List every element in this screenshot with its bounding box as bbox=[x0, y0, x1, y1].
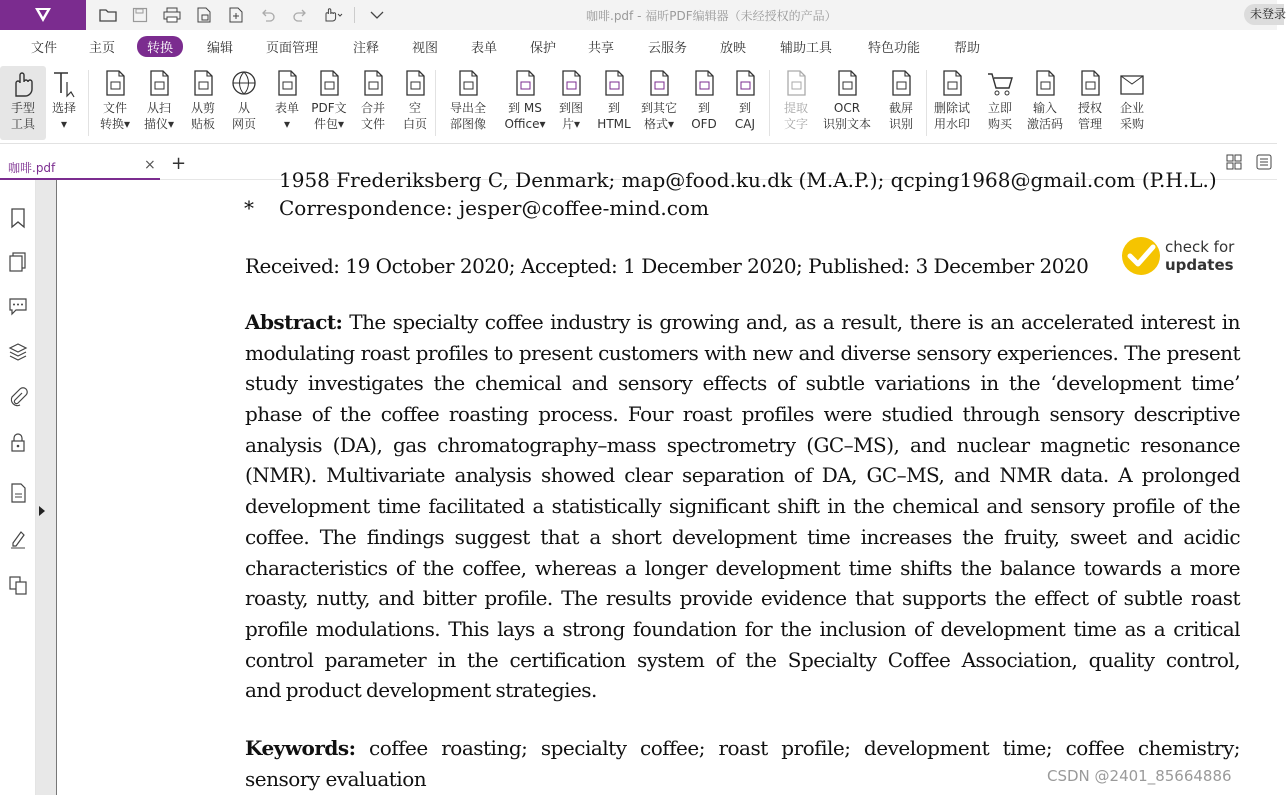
scanner-icon bbox=[144, 66, 174, 100]
file-convert-icon bbox=[100, 66, 130, 100]
ribbon-button-label: 到 MS bbox=[508, 101, 542, 115]
ribbon-button-label: 到 bbox=[607, 101, 620, 115]
abstract-line-text: analysis (DA), gas chromatography–mass spectrometry (GC–MS), and nuclear magnetic resonance bbox=[245, 432, 1240, 457]
menu-item[interactable]: 放映 bbox=[720, 41, 747, 56]
abstract-line-text: study investigates the chemical and sensory effects of subtle variations in the ‘development time’ bbox=[245, 371, 1240, 396]
ribbon-button-label: 购买 bbox=[987, 117, 1012, 131]
enterprise-icon bbox=[1117, 66, 1147, 100]
ribbon-button-label: 片▾ bbox=[561, 117, 581, 131]
ribbon-button-label: 用水印 bbox=[933, 117, 970, 131]
check-updates-line1: check for bbox=[1165, 238, 1235, 256]
check-updates-line2: updates bbox=[1165, 256, 1234, 274]
ribbon-button-label: 文件 bbox=[102, 101, 127, 115]
ribbon-button-label: 空 bbox=[408, 101, 421, 115]
ribbon-button-label: 激活码 bbox=[1026, 117, 1063, 131]
document-tab[interactable] bbox=[0, 153, 160, 180]
document-page bbox=[58, 168, 1277, 795]
hand-mode-icon[interactable] bbox=[320, 3, 344, 27]
cart-icon bbox=[985, 66, 1015, 100]
abstract-line-text: The specialty coffee industry is growing and, as a result, there is an accelerated interest in bbox=[342, 310, 1240, 334]
ribbon-separator bbox=[769, 70, 770, 136]
ribbon-button-cart[interactable] bbox=[977, 66, 1023, 140]
menu-item[interactable]: 特色功能 bbox=[868, 41, 921, 56]
attachment-icon[interactable] bbox=[7, 386, 29, 408]
ribbon-button-label: 输入 bbox=[1032, 101, 1057, 115]
document-tab-label: 咖啡.pdf bbox=[8, 161, 56, 175]
abstract-line bbox=[245, 430, 1240, 461]
ribbon-toolbar bbox=[0, 60, 1277, 144]
correspondence-line: Correspondence: jesper@coffee-mind.com bbox=[279, 196, 709, 220]
ribbon-button-label: 选择 bbox=[51, 101, 76, 115]
ocr-icon bbox=[832, 66, 862, 100]
menu-item[interactable]: 表单 bbox=[471, 41, 498, 56]
list-view-icon[interactable] bbox=[1256, 154, 1272, 174]
ribbon-button-to-other[interactable] bbox=[636, 66, 682, 140]
blank-page-icon bbox=[400, 66, 430, 100]
export-images-icon bbox=[453, 66, 483, 100]
page-thumbnails-icon[interactable] bbox=[7, 251, 29, 273]
security-lock-icon[interactable] bbox=[7, 431, 29, 453]
abstract-line-text: profile modulations. This lays a strong foundation for the inclusion of development time as a critical bbox=[245, 616, 1240, 641]
menu-item[interactable]: 辅助工具 bbox=[780, 41, 833, 56]
ribbon-button-merge[interactable] bbox=[350, 66, 396, 140]
ribbon-button-screenshot-ocr[interactable] bbox=[878, 66, 924, 140]
ribbon-button-label: 文字 bbox=[783, 117, 808, 131]
check-updates-icon bbox=[1121, 236, 1161, 276]
abstract-line bbox=[245, 553, 1240, 584]
ribbon-button-label: 描仪▾ bbox=[143, 117, 175, 131]
menu-item[interactable]: 保护 bbox=[530, 41, 557, 56]
to-ofd-icon bbox=[689, 66, 719, 100]
to-caj-icon bbox=[730, 66, 760, 100]
abstract-line bbox=[245, 583, 1240, 614]
menu-item[interactable]: 共享 bbox=[588, 41, 615, 56]
ribbon-button-blank-page[interactable] bbox=[392, 66, 438, 140]
abstract-line-text: roasty, nutty, and bitter profile. The results provide evidence that supports the effect of subtle roast bbox=[245, 586, 1240, 611]
abstract-line bbox=[245, 614, 1240, 645]
ribbon-button-label: 管理 bbox=[1077, 117, 1102, 131]
ribbon-button-label: 转换▾ bbox=[99, 117, 131, 131]
abstract-line bbox=[245, 491, 1240, 522]
ribbon-button-text-select[interactable] bbox=[41, 66, 87, 140]
save-icon[interactable] bbox=[128, 3, 152, 27]
keywords-paragraph bbox=[245, 733, 1240, 795]
ribbon-button-enterprise[interactable] bbox=[1109, 66, 1155, 140]
ribbon-button-to-office[interactable] bbox=[502, 66, 548, 140]
web-icon bbox=[229, 66, 259, 100]
activation-icon bbox=[1030, 66, 1060, 100]
screenshot-ocr-icon bbox=[886, 66, 916, 100]
ribbon-button-label: ▾ bbox=[60, 117, 68, 131]
redo-icon[interactable] bbox=[288, 3, 312, 27]
ribbon-button-label: 贴板 bbox=[190, 117, 215, 131]
ribbon-button-label: 合并 bbox=[360, 101, 385, 115]
ribbon-button-label: 截屏 bbox=[888, 101, 913, 115]
license-icon bbox=[1075, 66, 1105, 100]
menu-item[interactable]: 文件 bbox=[31, 41, 58, 56]
abstract-line bbox=[245, 460, 1240, 491]
ribbon-button-web[interactable] bbox=[221, 66, 267, 140]
menu-item[interactable]: 帮助 bbox=[954, 41, 981, 56]
comments-icon[interactable] bbox=[7, 295, 29, 317]
ribbon-button-label: 企业 bbox=[1119, 101, 1144, 115]
qa-separator bbox=[354, 7, 355, 23]
ribbon-button-label: 表单 bbox=[274, 101, 299, 115]
ribbon-button-label: 导出全 bbox=[449, 101, 486, 115]
scan-icon[interactable] bbox=[192, 3, 216, 27]
abstract-line-text: and product development strategies. bbox=[245, 678, 597, 703]
ribbon-button-label: 授权 bbox=[1077, 101, 1102, 115]
signature-icon[interactable] bbox=[7, 528, 29, 550]
remove-watermark-icon bbox=[937, 66, 967, 100]
hand-icon bbox=[8, 66, 38, 100]
expand-panel-arrow-icon[interactable] bbox=[39, 506, 45, 516]
ribbon-button-label: OCR bbox=[833, 101, 861, 115]
menu-item[interactable]: 编辑 bbox=[207, 41, 234, 56]
title-bar bbox=[0, 0, 1286, 30]
ribbon-button-label: Office▾ bbox=[504, 117, 546, 131]
ribbon-button-label: 到其它 bbox=[640, 101, 677, 115]
to-office-icon bbox=[510, 66, 540, 100]
menu-bar bbox=[0, 30, 1277, 60]
ribbon-button-pdf-package[interactable] bbox=[306, 66, 352, 140]
keywords-line-text: sensory evaluation bbox=[245, 767, 427, 791]
ribbon-button-label: 采购 bbox=[1119, 117, 1144, 131]
ribbon-button-label: 到 bbox=[697, 101, 710, 115]
ribbon-button-label: 到 bbox=[738, 101, 751, 115]
correspondence-marker: * bbox=[244, 196, 254, 220]
ribbon-button-label: 立即 bbox=[987, 101, 1012, 115]
abstract-line bbox=[245, 522, 1240, 553]
abstract-line-text: coffee. The findings suggest that a short development time increases the fruity, sweet and acidic bbox=[245, 524, 1240, 549]
compare-icon[interactable] bbox=[7, 574, 29, 596]
received-dates: Received: 19 October 2020; Accepted: 1 December 2020; Published: 3 December 2020 bbox=[245, 254, 1089, 278]
ribbon-button-to-ofd[interactable] bbox=[681, 66, 727, 140]
ribbon-button-label: 删除试 bbox=[933, 101, 970, 115]
menu-item[interactable]: 视图 bbox=[412, 41, 439, 56]
ribbon-button-to-caj[interactable] bbox=[722, 66, 768, 140]
abstract-line bbox=[245, 675, 1240, 706]
form-fields-icon[interactable] bbox=[7, 482, 29, 504]
ribbon-separator bbox=[88, 70, 89, 136]
keywords-line bbox=[245, 733, 1240, 764]
ribbon-button-label: HTML bbox=[597, 117, 631, 131]
to-other-icon bbox=[644, 66, 674, 100]
ribbon-button-export-images[interactable] bbox=[445, 66, 491, 140]
keywords-line-text: coffee roasting; specialty coffee; roast profile; development time; coffee chemistry; bbox=[355, 736, 1240, 760]
print-icon[interactable] bbox=[160, 3, 184, 27]
ribbon-button-label: CAJ bbox=[734, 117, 756, 131]
ribbon-button-extract-text[interactable] bbox=[773, 66, 819, 140]
form-icon bbox=[272, 66, 302, 100]
menu-item[interactable]: 页面管理 bbox=[266, 41, 319, 56]
open-folder-icon[interactable] bbox=[96, 3, 120, 27]
ribbon-button-label: 部图像 bbox=[449, 117, 486, 131]
bookmark-icon[interactable] bbox=[7, 207, 29, 229]
customize-chevron-down-icon[interactable] bbox=[365, 3, 389, 27]
menu-item[interactable]: 注释 bbox=[353, 41, 380, 56]
ribbon-button-ocr[interactable] bbox=[824, 66, 870, 140]
ribbon-button-clipboard[interactable] bbox=[180, 66, 226, 140]
pdf-package-icon bbox=[314, 66, 344, 100]
ribbon-button-label: 格式▾ bbox=[643, 117, 675, 131]
ribbon-button-form[interactable] bbox=[264, 66, 310, 140]
ribbon-button-to-image[interactable] bbox=[548, 66, 594, 140]
abstract-line-text: phase of the coffee roasting process. Four roast profiles were studied through sensory descriptive bbox=[245, 402, 1240, 427]
abstract-label: Abstract: bbox=[245, 310, 343, 334]
abstract-line bbox=[245, 368, 1240, 399]
ribbon-button-label: 白页 bbox=[402, 117, 427, 131]
abstract-line bbox=[245, 338, 1240, 369]
left-navigation-panel bbox=[0, 180, 36, 795]
ribbon-button-remove-watermark[interactable] bbox=[929, 66, 975, 140]
abstract-line bbox=[245, 307, 1240, 338]
abstract-line bbox=[245, 399, 1240, 430]
panel-gutter bbox=[36, 180, 57, 795]
new-doc-icon[interactable] bbox=[224, 3, 248, 27]
undo-icon[interactable] bbox=[256, 3, 280, 27]
text-select-icon bbox=[49, 66, 79, 100]
clipboard-icon bbox=[188, 66, 218, 100]
to-html-icon bbox=[599, 66, 629, 100]
ribbon-button-hand[interactable] bbox=[0, 66, 46, 140]
ribbon-button-label: 工具 bbox=[10, 117, 35, 131]
ribbon-button-label: 从 bbox=[237, 101, 250, 115]
abstract-line-text: development time facilitated a statistically significant shift in the chemical and sensory profile of the bbox=[245, 494, 1240, 519]
ribbon-button-label: 从剪 bbox=[190, 101, 215, 115]
ribbon-button-label: 手型 bbox=[10, 101, 35, 115]
ribbon-button-label: PDF文 bbox=[311, 101, 347, 115]
abstract-line bbox=[245, 645, 1240, 676]
merge-icon bbox=[358, 66, 388, 100]
ribbon-button-label: 网页 bbox=[231, 117, 256, 131]
ribbon-button-label: ▾ bbox=[283, 117, 291, 131]
ribbon-button-license[interactable] bbox=[1067, 66, 1113, 140]
ribbon-button-label: 识别 bbox=[888, 117, 913, 131]
check-for-updates-badge[interactable] bbox=[1121, 235, 1241, 277]
ribbon-button-label: 件包▾ bbox=[313, 117, 345, 131]
affiliation-line: 1958 Frederiksberg C, Denmark; map@food.ku.dk (M.A.P.); qcping1968@gmail.com (P.H.L.) bbox=[279, 168, 1217, 192]
grid-view-icon[interactable] bbox=[1226, 154, 1242, 174]
ribbon-button-label: 到图 bbox=[558, 101, 583, 115]
quick-access-toolbar bbox=[96, 0, 389, 30]
csdn-watermark: CSDN @2401_85664886 bbox=[1047, 767, 1232, 785]
to-image-icon bbox=[556, 66, 586, 100]
menu-item[interactable]: 转换 bbox=[137, 36, 183, 57]
new-tab-button[interactable]: + bbox=[171, 153, 187, 174]
ribbon-button-file-convert[interactable] bbox=[92, 66, 138, 140]
ribbon-separator bbox=[926, 70, 927, 136]
close-tab-icon[interactable]: × bbox=[144, 157, 156, 173]
extract-text-icon bbox=[781, 66, 811, 100]
user-login-badge[interactable]: 未登录 bbox=[1244, 4, 1284, 25]
abstract-line-text: control parameter in the certification system of the Specialty Coffee Association, quality control, bbox=[245, 647, 1240, 672]
keywords-label: Keywords: bbox=[245, 736, 356, 760]
menu-item[interactable]: 主页 bbox=[89, 41, 116, 56]
ribbon-button-label: OFD bbox=[691, 117, 717, 131]
ribbon-separator bbox=[435, 70, 436, 136]
foxit-logo[interactable] bbox=[0, 0, 86, 30]
abstract-line-text: characteristics of the coffee, whereas a longer development time shifts the balance towards a more bbox=[245, 555, 1240, 580]
menu-item[interactable]: 云服务 bbox=[648, 41, 688, 56]
view-switcher bbox=[1226, 154, 1272, 174]
ribbon-button-label: 识别文本 bbox=[823, 117, 872, 131]
abstract-line-text: modulating roast profiles to present customers with new and diverse sensory experiences. The present bbox=[245, 340, 1240, 365]
ribbon-button-scanner[interactable] bbox=[136, 66, 182, 140]
ribbon-button-to-html[interactable] bbox=[591, 66, 637, 140]
ribbon-button-label: 文件 bbox=[360, 117, 385, 131]
abstract-line-text: (NMR). Multivariate analysis showed clear separation of DA, GC–MS, and NMR data. A prolonged bbox=[245, 463, 1240, 488]
ribbon-button-activation[interactable] bbox=[1022, 66, 1068, 140]
window-title: 咖啡.pdf - 福昕PDF编辑器（未经授权的产品） bbox=[586, 9, 837, 23]
layers-icon[interactable] bbox=[7, 341, 29, 363]
ribbon-button-label: 提取 bbox=[783, 101, 808, 115]
abstract-paragraph bbox=[245, 307, 1240, 706]
ribbon-button-label: 从扫 bbox=[146, 101, 171, 115]
